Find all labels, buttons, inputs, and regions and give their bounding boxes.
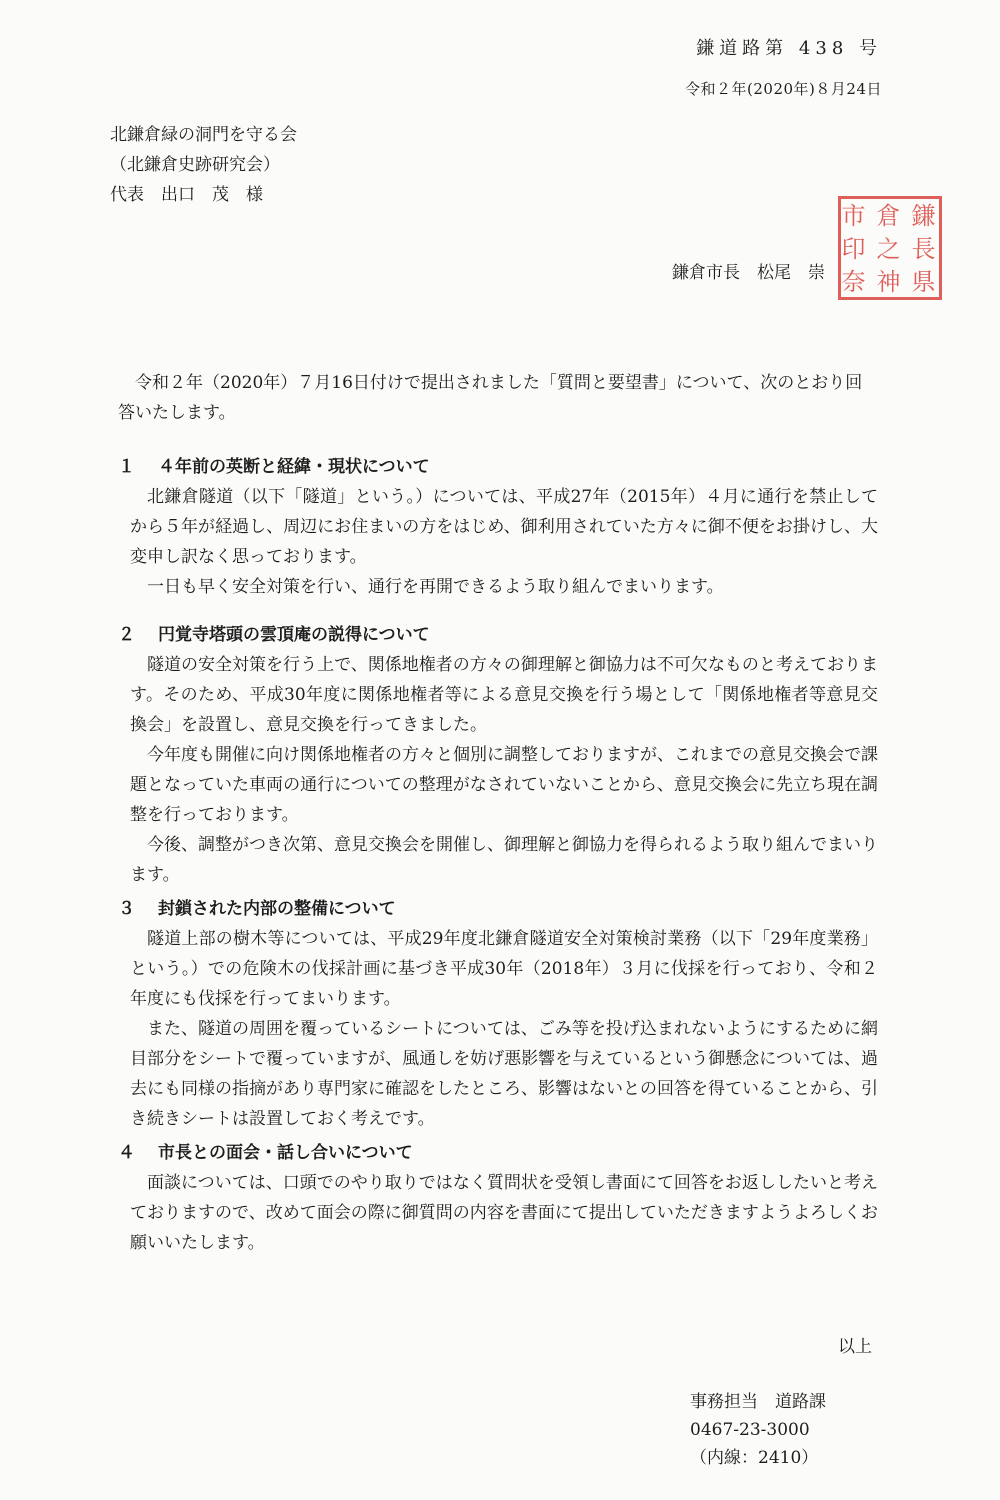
seal-char: 奈 — [837, 268, 865, 293]
contact-department: 事務担当 道路課 — [690, 1392, 826, 1412]
recipient-organization: 北鎌倉緑の洞門を守る会 — [110, 125, 297, 145]
section-heading — [118, 1138, 878, 1168]
section-paragraph: 隧道上部の樹木等については、平成29年度北鎌倉隧道安全対策検討業務（以下「29年度業務」という。）での危険木の伐採計画に基づき平成30年（2018年）３月に伐採を行っており、令和２年度にも伐採を行ってまいります。 — [130, 929, 878, 1009]
section-paragraph: 面談については、口頭でのやり取りではなく質問状を受領し書面にて回答をお返ししたいと考えておりますので、改めて面会の際に御質問の内容を書面にて提出していただきますようよろしくお願いいたします。 — [130, 1173, 878, 1253]
sender-name: 鎌倉市長 松尾 崇 — [672, 263, 825, 283]
section-paragraph: 隧道の安全対策を行う上で、関係地権者の方々の御理解と御協力は不可欠なものと考えております。そのため、平成30年度に関係地権者等による意見交換を行う場として「関係地権者等意見交換会」を設置し、意見交換を行ってきました。 — [130, 655, 878, 735]
section-paragraph: 今年度も開催に向け関係地権者の方々と個別に調整しておりますが、これまでの意見交換会で課題となっていた車両の通行についての整理がなされていないことから、意見交換会に先立ち現在調整を行っております。 — [130, 745, 878, 825]
section-3 — [118, 894, 878, 1134]
recipient-representative: 代表 出口 茂 様 — [110, 185, 263, 205]
recipient-block — [110, 120, 297, 210]
seal-char: 之 — [872, 236, 900, 260]
section-2 — [118, 620, 878, 890]
section-heading — [118, 620, 878, 650]
section-paragraph: また、隧道の周囲を覆っているシートについては、ごみ等を投げ込まれないようにするために網目部分をシートで覆っていますが、風通しを妨げ悪影響を与えているという御懸念については、過去にも同様の指摘があり専門家に確認をしたところ、影響はないとの回答を得ていることから、引き続きシートは設置しておく考えです。 — [130, 1019, 878, 1129]
section-number: ４ — [118, 1143, 135, 1163]
contact-extension: （内線：2410） — [690, 1448, 819, 1468]
contact-phone: 0467-23-3000 — [690, 1420, 810, 1440]
section-title: 市長との面会・話し合いについて — [158, 1143, 413, 1163]
seal-char: 印 — [837, 236, 865, 260]
section-number: １ — [118, 457, 135, 477]
seal-char: 鎌 — [907, 203, 935, 228]
closing-mark: 以上 — [838, 1337, 872, 1357]
intro-paragraph: 令和２年（2020年）７月16日付けで提出されました「質問と要望書」について、次のとおり回答いたします。 — [118, 373, 863, 423]
section-paragraph: 今後、調整がつき次第、意見交換会を開催し、御理解と御協力を得られるよう取り組んでまいります。 — [130, 835, 878, 885]
section-4 — [118, 1138, 878, 1258]
section-title: ４年前の英断と経緯・現状について — [158, 457, 430, 477]
seal-char: 市 — [837, 203, 865, 228]
section-1 — [118, 452, 878, 602]
document-date: 令和２年(2020年)８月24日 — [685, 80, 882, 98]
seal-char: 倉 — [872, 203, 900, 228]
recipient-organization-alias: （北鎌倉史跡研究会） — [110, 155, 280, 175]
contact-block — [690, 1388, 826, 1472]
section-title: 円覚寺塔頭の雲頂庵の説得について — [158, 625, 430, 645]
seal-char: 県 — [907, 268, 935, 293]
section-paragraph: 一日も早く安全対策を行い、通行を再開できるよう取り組んでまいります。 — [147, 577, 724, 597]
reference-number: 鎌道路第 438 号 — [696, 38, 882, 59]
section-paragraph: 北鎌倉隧道（以下「隧道」という。）については、平成27年（2015年）４月に通行を禁止してから５年が経過し、周辺にお住まいの方をはじめ、御利用されていた方々に御不便をお掛けし、大変申し訳なく思っております。 — [130, 487, 878, 567]
section-heading — [118, 894, 878, 924]
seal-char: 長 — [907, 236, 935, 260]
official-seal — [838, 196, 942, 300]
section-title: 封鎖された内部の整備について — [158, 899, 396, 919]
section-number: ２ — [118, 625, 135, 645]
seal-char: 神 — [872, 268, 900, 293]
section-heading — [118, 452, 878, 482]
section-number: ３ — [118, 899, 135, 919]
